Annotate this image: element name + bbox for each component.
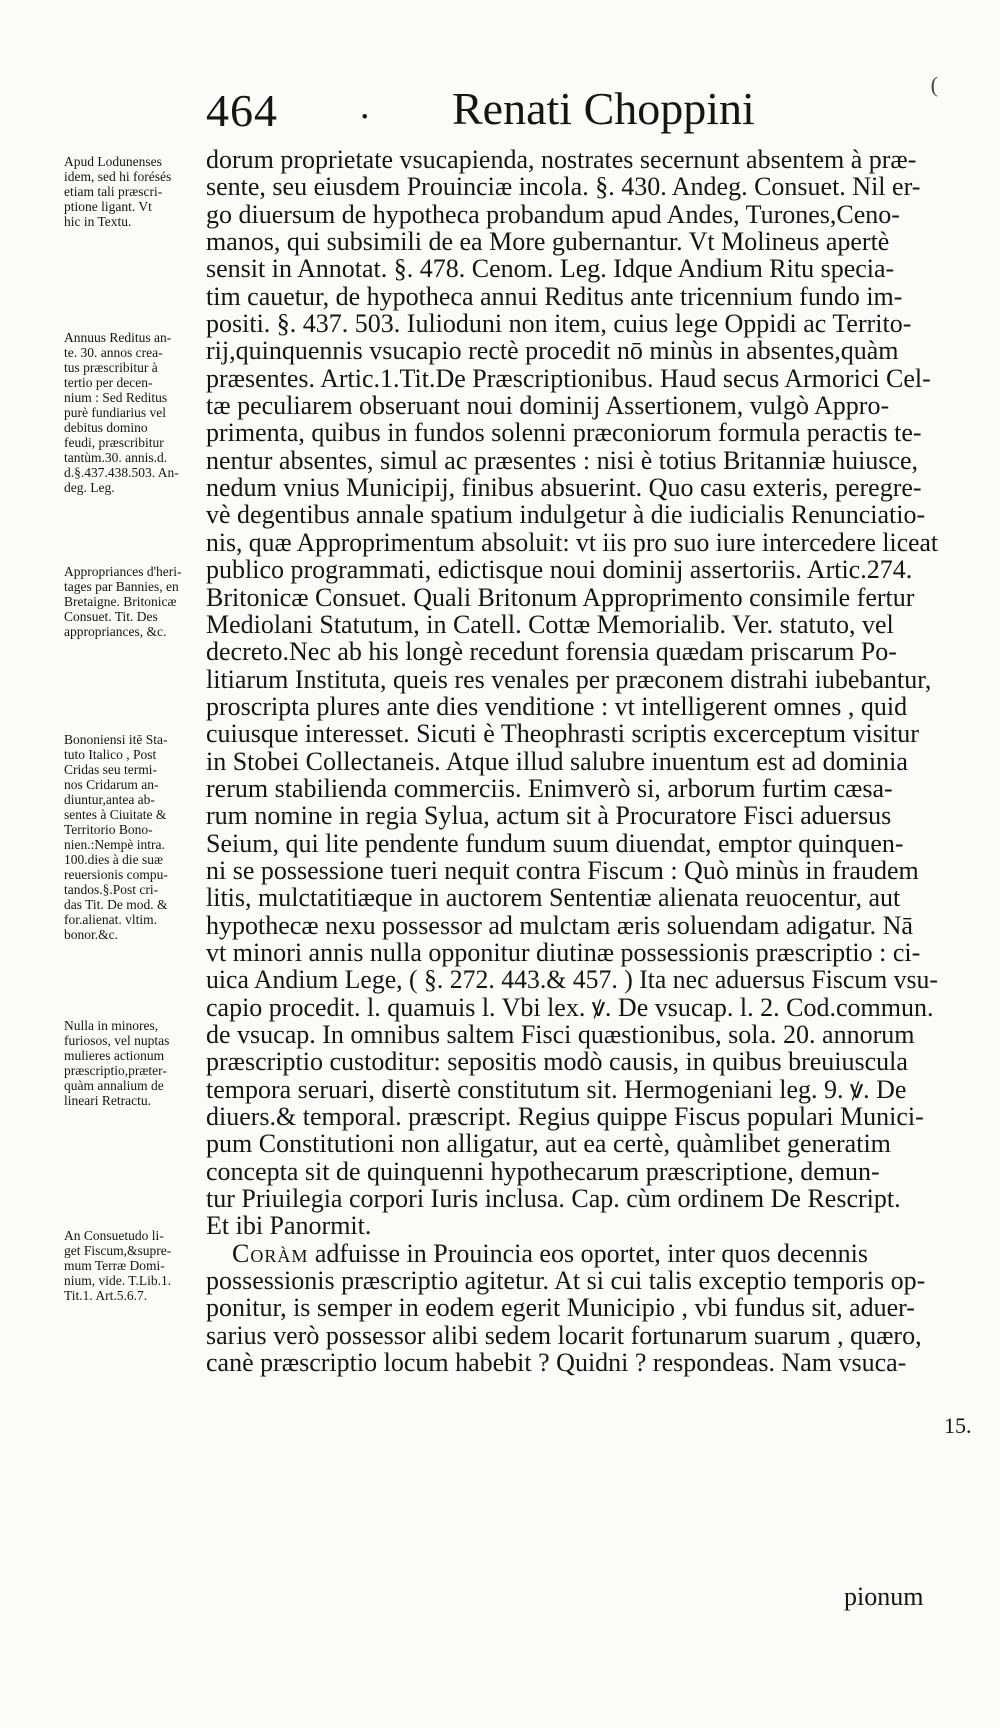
- text-line: litis, mulctatitiæque in auctorem Sententiæ alienata reuocentur, aut: [206, 883, 901, 913]
- marginal-note-4: [64, 732, 204, 942]
- text-line: Seium, qui lite pendente fundum suum diuendat, emptor quinquen-: [206, 828, 904, 858]
- marginal-line: mulieres actionum: [64, 1048, 165, 1063]
- marginal-line: diuntur,antea ab-: [64, 792, 155, 807]
- text-line: proscripta plures ante dies venditione : vt intelligerent omnes , quid: [206, 691, 908, 721]
- text-line: nentur absentes, simul ac præsentes : nisi è totius Britanniæ huiusce,: [206, 445, 919, 475]
- marginal-line: Territorio Bono-: [64, 822, 153, 837]
- marginal-line: appropriances, &c.: [64, 624, 167, 639]
- paragraph-2-first-line: [206, 1240, 938, 1267]
- text-line: rij,quinquennis vsucapio rectè procedit nō minùs in absentes,quàm: [206, 336, 899, 366]
- marginal-line: Cridas seu termi-: [64, 762, 157, 777]
- page-number: 464: [206, 85, 278, 136]
- marginal-line: Consuet. Tit. Des: [64, 609, 158, 624]
- marginal-line: quàm annalium de: [64, 1078, 164, 1093]
- marginal-line: tandos.§.Post cri-: [64, 882, 159, 897]
- text-line: publico programmati, edictisque noui dominij assertoriis. Artic.274.: [206, 555, 913, 585]
- text-line: dorum proprietate vsucapienda, nostrates secernunt absentem à præ-: [206, 145, 917, 174]
- marginal-note-2: [64, 330, 204, 495]
- marginal-line: tantùm.30. annis.d.: [64, 450, 168, 465]
- paragraph-2-line-0: adfuisse in Prouincia eos oportet, inter quos decennis: [308, 1238, 868, 1268]
- text-line: sente, seu eiusdem Prouinciæ incola. §. 430. Andeg. Consuet. Nil er-: [206, 172, 921, 202]
- text-line: nedum vnius Municipij, finibus absuerint. Quo casu exteris, peregre-: [206, 473, 922, 503]
- marginal-line: nium : Sed Reditus: [64, 390, 168, 405]
- marginal-line: Annuus Reditus an-: [64, 330, 172, 345]
- marginal-line: tuto Italico , Post: [64, 747, 157, 762]
- marginal-line: An Consuetudo li-: [64, 1228, 164, 1243]
- text-line: præsentes. Artic.1.Tit.De Præscriptionibus. Haud secus Armorici Cel-: [206, 363, 931, 393]
- text-line: vè degentibus annale spatium indulgetur à die iudicialis Renunciatio-: [206, 500, 926, 530]
- text-line: diuers.& temporal. præscript. Regius quippe Fiscus populari Munici-: [206, 1102, 924, 1132]
- text-line: concepta sit de quinquenni hypothecarum præscriptione, demun-: [206, 1156, 880, 1186]
- marginal-line: Appropriances d'heri-: [64, 564, 182, 579]
- text-line: vt minori annis nulla opponitur diutinæ possessionis præscriptio : ci-: [206, 937, 921, 967]
- marginal-line: Tit.1. Art.5.6.7.: [64, 1288, 148, 1303]
- marginal-line: lineari Retractu.: [64, 1093, 151, 1108]
- main-text: [206, 146, 938, 1376]
- text-line: de vsucap. In omnibus saltem Fisci quæstionibus, sola. 20. annorum: [206, 1020, 915, 1049]
- text-line: possessionis præscriptio agitetur. At si cui talis exceptio temporis op-: [206, 1266, 926, 1296]
- marginal-line: tus præscribitur à: [64, 360, 158, 375]
- marginal-line: idem, sed hi forésés: [64, 169, 172, 184]
- text-line: hypothecæ nexu possessor ad mulctam æris soluendam adigatur. Nā: [206, 910, 913, 940]
- marginal-line: for.alienat. vltim.: [64, 912, 157, 927]
- text-line: decreto.Nec ab his longè recedunt forensia quædam priscarum Po-: [206, 637, 897, 667]
- marginal-line: get Fiscum,&supre-: [64, 1243, 172, 1258]
- marginal-note-1: [64, 154, 204, 229]
- text-line: sensit in Annotat. §. 478. Cenom. Leg. Idque Andium Ritu specia-: [206, 254, 895, 284]
- text-line: sarius verò possessor alibi sedem locarit fortunarum suarum , quæro,: [206, 1320, 922, 1350]
- marginal-line: nium, vide. T.Lib.1.: [64, 1273, 172, 1288]
- marginal-line: ptione ligant. Vt: [64, 199, 152, 214]
- text-line: manos, qui subsimili de ea More gubernantur. Vt Molineus apertè: [206, 227, 890, 257]
- catchword: pionum: [844, 1582, 924, 1611]
- marginal-line: tertio per decen-: [64, 375, 153, 390]
- text-line: Britonicæ Consuet. Quali Britonum Approprimento consimile fertur: [206, 582, 915, 612]
- running-head: Renati Choppini: [452, 83, 755, 134]
- marginal-line: nien.:Nempè intra.: [64, 837, 165, 852]
- text-line: tæ peculiarem obseruant noui dominij Assertionem, vulgò Appro-: [206, 391, 890, 421]
- marginal-line: 100.dies à die suæ: [64, 852, 163, 867]
- marginal-line: etiam tali præscri-: [64, 184, 163, 199]
- text-line: nis, quæ Approprimentum absoluit: vt iis pro suo iure intercedere liceat: [206, 527, 938, 557]
- marginal-line: furiosos, vel nuptas: [64, 1033, 170, 1048]
- text-line: rum nomine in regia Sylua, actum sit à Procuratore Fisci aduersus: [206, 801, 892, 831]
- marginal-line: feudi, præscribitur: [64, 435, 164, 450]
- marginal-line: te. 30. annos crea-: [64, 345, 163, 360]
- text-line: in Stobei Collectaneis. Atque illud salubre inuentum est ad dominia: [206, 746, 908, 776]
- marginal-line: debitus domino: [64, 420, 148, 435]
- text-line: tempora seruari, disertè constitutum sit. Hermogeniani leg. 9. ꝟ. De: [206, 1074, 907, 1104]
- marginal-line: deg. Leg.: [64, 480, 115, 495]
- marginal-line: bonor.&c.: [64, 927, 118, 942]
- text-line: uica Andium Lege, ( §. 272. 443.& 457. ) Ita nec aduersus Fiscum vsu-: [206, 965, 938, 995]
- text-line: ponitur, is semper in eodem egerit Municipio , vbi fundus sit, aduer-: [206, 1293, 915, 1323]
- marginal-line: d.§.437.438.503. An-: [64, 465, 179, 480]
- text-line: canè præscriptio locum habebit ? Quidni ? respondeas. Nam vsuca-: [206, 1348, 907, 1378]
- text-line: tur Priuilegia corpori Iuris inclusa. Cap. cùm ordinem De Rescript.: [206, 1184, 901, 1214]
- marginal-line: Nulla in minores,: [64, 1018, 159, 1033]
- text-line: litiarum Instituta, queis res venales per præconem distrahi iubebantur,: [206, 664, 932, 694]
- marginal-line: purè fundiarius vel: [64, 405, 166, 420]
- section-number: 15.: [944, 1413, 972, 1438]
- marginal-note-6: [64, 1228, 204, 1303]
- marginal-line: das Tit. De mod. &: [64, 897, 168, 912]
- text-line: go diuersum de hypotheca probandum apud Andes, Turones,Ceno-: [206, 199, 900, 229]
- text-line: ni se possessione tueri nequit contra Fiscum : Quò minùs in fraudem: [206, 855, 919, 885]
- text-line: primenta, quibus in fundos solenni præconiorum formula peractis te-: [206, 418, 922, 448]
- marginal-line: sentes à Ciuitate &: [64, 807, 167, 822]
- text-line: rerum stabilienda commerciis. Enimverò si, arborum furtim cæsa-: [206, 773, 893, 803]
- text-line: capio procedit. l. quamuis l. Vbi lex. ꝟ. De vsucap. l. 2. Cod.commun.: [206, 992, 934, 1022]
- body-paragraph: [206, 146, 938, 1240]
- corner-mark: (: [930, 72, 938, 97]
- marginal-line: Apud Lodunenses: [64, 154, 162, 169]
- text-line: pum Constitutioni non alligatur, aut ea certè, quàmlibet generatim: [206, 1129, 891, 1159]
- marginal-note-5: [64, 1018, 204, 1108]
- header-dot: .: [360, 85, 370, 127]
- text-line: positi. §. 437. 503. Iulioduni non item, cuius lege Oppidi ac Territo-: [206, 309, 912, 339]
- paragraph-2-first-word: Coràm: [232, 1238, 309, 1268]
- text-line: tim cauetur, de hypotheca annui Reditus ante tricennium fundo im-: [206, 281, 903, 311]
- text-line: Et ibi Panormit.: [206, 1211, 372, 1241]
- marginal-line: Bretaigne. Britonicæ: [64, 594, 177, 609]
- marginal-line: nos Cridarum an-: [64, 777, 159, 792]
- text-line: præscriptio custoditur: sepositis modò causis, in quibus breuiuscula: [206, 1047, 908, 1077]
- marginal-line: tages par Bannies, en: [64, 579, 179, 594]
- page-header: [200, 84, 940, 144]
- marginal-line: reuersionis compu-: [64, 867, 168, 882]
- marginal-line: hic in Textu.: [64, 214, 132, 229]
- text-line: Mediolani Statutum, in Catell. Cottæ Memorialib. Ver. statuto, vel: [206, 609, 894, 639]
- marginal-line: Bononiensi itē Sta-: [64, 732, 168, 747]
- marginal-line: mum Terræ Domi-: [64, 1258, 165, 1273]
- paragraph-2: [206, 1267, 938, 1376]
- marginal-note-3: [64, 564, 204, 639]
- text-line: cuiusque interesset. Sicuti è Theophrasti scriptis excerceptum visitur: [206, 719, 919, 749]
- marginal-line: præscriptio,præter-: [64, 1063, 167, 1078]
